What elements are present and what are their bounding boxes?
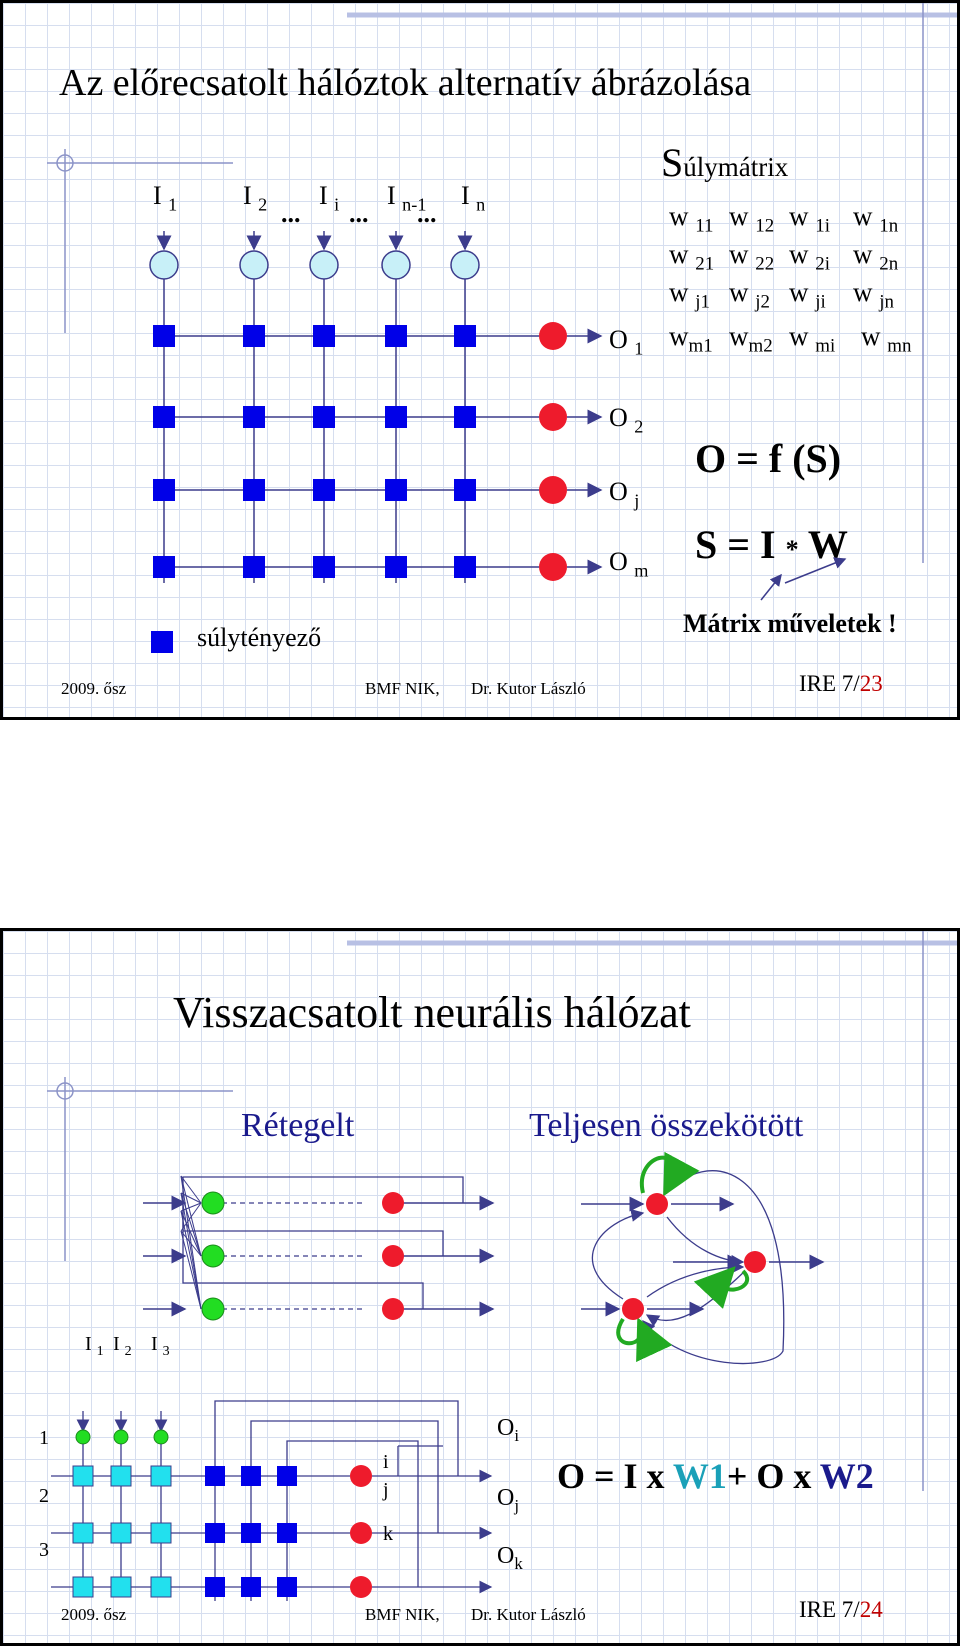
- legend-label: súlytényező: [197, 623, 322, 652]
- feedback-line: [183, 1205, 443, 1256]
- output-node: [350, 1465, 372, 1487]
- output-label-oj: $O_j$: [497, 1485, 520, 1515]
- output-node: [350, 1522, 372, 1544]
- input-weight-square: [73, 1523, 93, 1543]
- feedback-weight-square: [277, 1466, 297, 1486]
- matrix-cell-wmn: w $_{mn}$: [861, 321, 912, 357]
- input-node: [154, 1430, 168, 1444]
- output-node: [382, 1298, 404, 1320]
- hidden-node: [202, 1192, 224, 1214]
- matrix-cell-wj1: w $_{j1}$: [669, 277, 710, 313]
- input-label-i3: I $_3$: [151, 1333, 170, 1359]
- feedback-weight-square: [241, 1523, 261, 1543]
- self-loop: [642, 1158, 673, 1193]
- input-label-in: I $_n$: [461, 181, 486, 215]
- footer-org: BMF NIK,: [365, 1605, 440, 1624]
- row-label-1: 1: [39, 1427, 49, 1449]
- row-label-2: 2: [39, 1485, 49, 1507]
- output-node: [382, 1192, 404, 1214]
- heading-layered: Rétegelt: [241, 1107, 355, 1144]
- footer-org: BMF NIK,: [365, 679, 440, 698]
- matrix-cell-w21: w $_{21}$: [669, 239, 715, 275]
- page-number: IRE 7/24: [799, 1597, 883, 1622]
- neuron-node: [622, 1298, 644, 1320]
- feedback-weight-square: [277, 1577, 297, 1597]
- fan-line: [181, 1193, 201, 1309]
- input-label-ii: I $_i$: [319, 181, 340, 215]
- output-label-o2: O $_2$: [609, 403, 644, 437]
- heading-fully-connected: Teljesen összekötött: [529, 1107, 804, 1144]
- input-weight-square: [73, 1466, 93, 1486]
- node-label-j: j: [383, 1479, 389, 1501]
- input-weight-square: [111, 1577, 131, 1597]
- input-node: [114, 1430, 128, 1444]
- matrix-cell-w2n: w $_{2n}$: [853, 239, 899, 275]
- input-weight-square: [151, 1466, 171, 1486]
- output-label-oj: O $_j$: [609, 477, 640, 511]
- ellipsis-1: ...: [281, 199, 301, 228]
- hidden-node: [202, 1245, 224, 1267]
- output-label-o1: O $_1$: [609, 325, 644, 359]
- feedback-weight-square: [205, 1523, 225, 1543]
- matrix-cell-w1i: w $_{1i}$: [789, 201, 830, 237]
- connection-curve: [647, 1271, 745, 1321]
- connection-curve: [667, 1217, 743, 1262]
- neuron-node: [744, 1251, 766, 1273]
- output-node: [350, 1576, 372, 1598]
- row-label-3: 3: [39, 1539, 49, 1561]
- footer-author: Dr. Kutor László: [471, 1605, 586, 1624]
- matrix-cell-wjn: w $_{jn}$: [853, 277, 894, 313]
- neuron-node: [646, 1193, 668, 1215]
- input-weight-square: [151, 1577, 171, 1597]
- slide-title: Visszacsatolt neurális hálózat: [173, 988, 691, 1037]
- input-weight-square: [111, 1523, 131, 1543]
- matrix-cell-w2i: w $_{2i}$: [789, 239, 830, 275]
- matrix-cell-wm2: $w_{m2}$: [729, 321, 773, 357]
- self-loop: [618, 1319, 641, 1343]
- output-label-oi: $O_i$: [497, 1415, 520, 1445]
- feedback-line: [183, 1177, 463, 1205]
- input-label-in-1: I $_{n-1}$: [387, 181, 427, 215]
- node-label-i: i: [383, 1451, 389, 1473]
- footer-date: 2009. ősz: [61, 679, 127, 698]
- matrix-cell-wm1: $w_{m1}$: [669, 321, 713, 357]
- input-weight-square: [151, 1523, 171, 1543]
- matrix-cell-w22: w $_{22}$: [729, 239, 775, 275]
- feedback-weight-square: [205, 1577, 225, 1597]
- matrix-heading: Súlymátrix: [661, 140, 789, 185]
- output-label-om: O $_m$: [609, 547, 649, 581]
- footer-date: 2009. ősz: [61, 1605, 127, 1624]
- matrix-cell-w11: w $_{11}$: [669, 201, 714, 237]
- hidden-node: [202, 1298, 224, 1320]
- ellipsis-2: ...: [349, 199, 369, 228]
- input-label-i1: I $_1$: [153, 181, 178, 215]
- feedback-line: [251, 1421, 438, 1601]
- input-weight-square: [111, 1466, 131, 1486]
- matrix-cell-wj2: w $_{j2}$: [729, 277, 770, 313]
- matrix-cell-w12: w $_{12}$: [729, 201, 775, 237]
- recurrent-equation: O = I x W1+ O x W2: [557, 1456, 874, 1496]
- matrix-operations-note: Mátrix műveletek !: [683, 609, 897, 638]
- feedback-weight-square: [241, 1466, 261, 1486]
- input-node: [76, 1430, 90, 1444]
- matrix-cell-wmi: w $_{mi}$: [789, 321, 836, 357]
- feedback-weight-square: [241, 1577, 261, 1597]
- output-node: [382, 1245, 404, 1267]
- connection-curve: [592, 1213, 643, 1299]
- node-label-k: k: [383, 1523, 393, 1545]
- slide-23: [0, 0, 960, 720]
- feedback-weight-square: [277, 1523, 297, 1543]
- slide-24: [0, 928, 960, 1646]
- matrix-cell-wji: w $_{ji}$: [789, 277, 826, 313]
- equation-output: O = f (S): [695, 436, 842, 481]
- output-label-ok: $O_k$: [497, 1543, 523, 1573]
- input-label-i1: I $_1$: [85, 1333, 104, 1359]
- input-label-i2: I $_2$: [113, 1333, 132, 1359]
- input-weight-square: [73, 1577, 93, 1597]
- slide-title: Az előrecsatolt hálóztok alternatív ábrázolása: [59, 62, 752, 104]
- input-label-i2: I $_2$: [243, 181, 268, 215]
- recurrent-network-diagrams: [3, 931, 957, 1643]
- equation-sum: S = I * W: [695, 522, 848, 567]
- footer-author: Dr. Kutor László: [471, 679, 586, 698]
- matrix-cell-w1n: w $_{1n}$: [853, 201, 899, 237]
- page-number: IRE 7/23: [799, 671, 883, 696]
- feedback-weight-square: [205, 1466, 225, 1486]
- ellipsis-3: ...: [417, 199, 437, 228]
